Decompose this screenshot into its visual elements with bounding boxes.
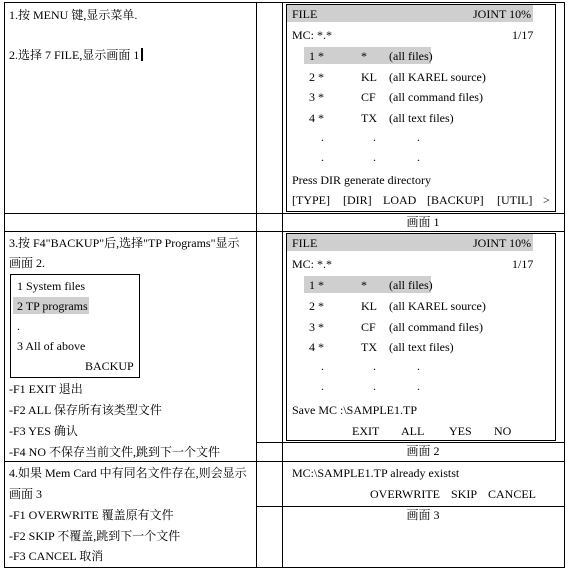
screen-1-item-ext[interactable]: CF	[361, 90, 376, 104]
screen-2-item-desc[interactable]: (all KAREL source)	[389, 299, 486, 313]
submenu-item-separator: .	[17, 319, 20, 333]
note-f2-all: -F2 ALL 保存所有该类型文件	[9, 403, 162, 417]
screen-2-item-ext[interactable]: KL	[361, 299, 377, 313]
note-f3-cancel: -F3 CANCEL 取消	[9, 549, 104, 563]
submenu-item-all-of-above[interactable]: 3 All of above	[17, 339, 86, 353]
screen-1-item-ext[interactable]: TX	[361, 111, 377, 125]
fkey-overwrite[interactable]: OVERWRITE	[370, 487, 440, 501]
screen-2-title: FILE	[292, 236, 318, 250]
screen-1-title: FILE	[292, 7, 318, 21]
step-3-text-cont: 画面 2.	[9, 256, 46, 270]
screen-2-item-num[interactable]: 1 *	[309, 278, 324, 292]
note-f2-skip: -F2 SKIP 不覆盖,跳到下一个文件	[9, 529, 181, 543]
step-4-text-cont: 画面 3	[9, 487, 43, 501]
caption-screen-2: 画面 2	[406, 444, 440, 458]
ellipsis-dot: .	[373, 130, 376, 144]
caption-screen-1: 画面 1	[406, 215, 440, 229]
row-divider-1b	[4, 231, 565, 232]
ellipsis-dot: .	[321, 379, 324, 393]
fkey-backup[interactable]: [BACKUP]	[427, 193, 484, 207]
screen-2-item-desc[interactable]: (all files)	[389, 278, 433, 292]
table-border-top	[4, 2, 565, 3]
screen-1-item-num[interactable]: 1 *	[309, 49, 324, 63]
screen-2	[286, 233, 556, 441]
fkey-yes[interactable]: YES	[449, 424, 472, 438]
table-border-bottom	[4, 567, 565, 568]
screen-1-item-desc[interactable]: (all text files)	[389, 111, 454, 125]
fkey-type[interactable]: [TYPE]	[292, 193, 330, 207]
table-border-left	[4, 2, 5, 568]
screen-1-mc-line: MC: *.*	[292, 28, 333, 42]
ellipsis-dot: .	[417, 130, 420, 144]
step-4-text: 4.如果 Mem Card 中有同名文件存在,则会显示	[9, 466, 247, 480]
ellipsis-dot: .	[417, 359, 420, 373]
ellipsis-dot: .	[321, 150, 324, 164]
submenu-title: BACKUP	[85, 359, 134, 373]
screen-1-item-desc[interactable]: (all KAREL source)	[389, 70, 486, 84]
screen-2-status: JOINT 10%	[473, 236, 532, 250]
screen-2-item-ext[interactable]: *	[361, 278, 367, 292]
fkey-skip[interactable]: SKIP	[451, 487, 478, 501]
screen-1-page: 1/17	[512, 28, 534, 42]
ellipsis-dot: .	[321, 130, 324, 144]
screen-1	[286, 4, 556, 212]
fkey-load[interactable]: LOAD	[383, 193, 417, 207]
screen-2-message: Save MC :\SAMPLE1.TP	[292, 403, 418, 417]
column-divider-2	[282, 2, 283, 568]
step-3-text: 3.按 F4"BACKUP"后,选择"TP Programs"显示	[9, 236, 240, 250]
screen-1-item-num[interactable]: 4 *	[309, 111, 324, 125]
screen-2-item-ext[interactable]: TX	[361, 340, 377, 354]
screen-2-page: 1/17	[512, 257, 534, 271]
note-f1-exit: -F1 EXIT 退出	[9, 382, 83, 396]
screen-1-item-num[interactable]: 2 *	[309, 70, 324, 84]
screen-1-item-desc[interactable]: (all command files)	[389, 90, 483, 104]
screen-1-item-ext[interactable]: KL	[361, 70, 377, 84]
submenu-item-tp-programs[interactable]: 2 TP programs	[17, 299, 88, 313]
screen-2-item-desc[interactable]: (all command files)	[389, 320, 483, 334]
screen-2-item-ext[interactable]: CF	[361, 320, 376, 334]
fkey-next-page[interactable]: >	[543, 193, 550, 207]
screen-2-item-num[interactable]: 3 *	[309, 320, 324, 334]
column-divider-1	[256, 2, 257, 568]
screen-2-item-desc[interactable]: (all text files)	[389, 340, 454, 354]
ellipsis-dot: .	[417, 379, 420, 393]
fkey-util[interactable]: [UTIL]	[497, 193, 533, 207]
submenu-item-system-files[interactable]: 1 System files	[17, 279, 85, 293]
fkey-no[interactable]: NO	[494, 424, 512, 438]
backup-submenu	[10, 274, 140, 378]
ellipsis-dot: .	[417, 150, 420, 164]
screen-1-item-desc[interactable]: (all files)	[389, 49, 433, 63]
screen-1-item-ext[interactable]: *	[361, 49, 367, 63]
screen-1-status: JOINT 10%	[473, 7, 532, 21]
screen-1-item-num[interactable]: 3 *	[309, 90, 324, 104]
ellipsis-dot: .	[373, 379, 376, 393]
ellipsis-dot: .	[373, 359, 376, 373]
table-border-right	[564, 2, 565, 568]
fkey-cancel[interactable]: CANCEL	[488, 487, 536, 501]
text-cursor	[141, 48, 143, 61]
screen-2-item-num[interactable]: 4 *	[309, 340, 324, 354]
screen-3-message: MC:\SAMPLE1.TP already existst	[292, 466, 460, 480]
row-divider-2b	[4, 461, 565, 462]
step-1-text: 1.按 MENU 键,显示菜单.	[9, 8, 138, 22]
step-2-text: 2.选择 7 FILE,显示画面 1	[9, 47, 143, 63]
ellipsis-dot: .	[321, 359, 324, 373]
fkey-all[interactable]: ALL	[401, 424, 425, 438]
note-f3-yes: -F3 YES 确认	[9, 424, 78, 438]
ellipsis-dot: .	[373, 150, 376, 164]
fkey-exit[interactable]: EXIT	[352, 424, 380, 438]
screen-1-message: Press DIR generate directory	[292, 173, 431, 187]
caption-screen-3: 画面 3	[406, 508, 440, 522]
fkey-dir[interactable]: [DIR]	[343, 193, 372, 207]
screen-2-item-num[interactable]: 2 *	[309, 299, 324, 313]
screen-2-mc-line: MC: *.*	[292, 257, 333, 271]
note-f4-no: -F4 NO 不保存当前文件,跳到下一个文件	[9, 445, 221, 459]
note-f1-overwrite: -F1 OVERWRITE 覆盖原有文件	[9, 508, 174, 522]
